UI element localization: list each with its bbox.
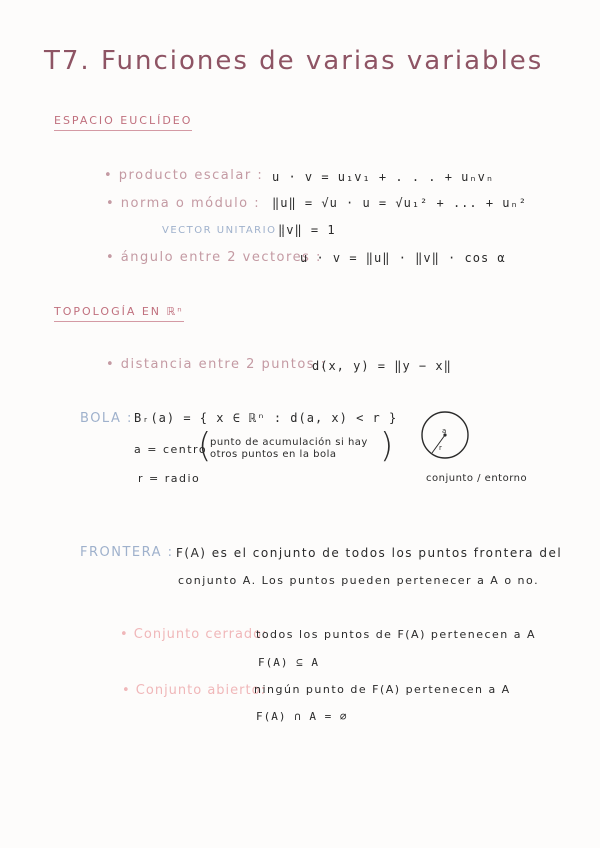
bullet-producto-escalar-label: • producto escalar : [104, 168, 264, 183]
open-set-label: • Conjunto abierto: [122, 683, 266, 698]
ball-diagram-caption: conjunto / entorno [426, 473, 528, 484]
radio-label: r = radio [138, 472, 201, 485]
frontera-label: FRONTERA : [80, 545, 174, 560]
frontera-line2: conjunto A. Los puntos pueden pertenecer a A o no. [178, 574, 540, 587]
closed-set-formula: F(A) ⊆ A [258, 656, 319, 669]
section-heading-topologia: TOPOLOGÍA EN ℝⁿ [54, 305, 184, 322]
bullet-angulo-formula: u · v = ‖u‖ · ‖v‖ · cos α [300, 251, 506, 265]
page-title: T7. Funciones de varias variables [44, 46, 544, 76]
close-paren: ) [380, 426, 394, 466]
frontera-line1: F(A) es el conjunto de todos los puntos frontera del [176, 546, 563, 560]
distance-formula: d(x, y) = ‖y − x‖ [312, 359, 452, 373]
unit-vector-formula: ‖v‖ = 1 [278, 223, 336, 237]
open-set-text: ningún punto de F(A) pertenecen a A [254, 683, 511, 696]
distance-label: • distancia entre 2 puntos : [106, 357, 327, 372]
bullet-norma-formula: ‖u‖ = √u · u = √u₁² + ... + uₙ² [272, 196, 527, 210]
open-set-formula: F(A) ∩ A = ∅ [256, 710, 348, 723]
ball-point-label: a [442, 427, 447, 435]
centro-note-line2: otros puntos en la bola [210, 449, 337, 460]
closed-set-text: todos los puntos de F(A) pertenecen a A [256, 628, 537, 641]
closed-set-label: • Conjunto cerrado: [120, 627, 268, 642]
ball-radius-label: r [439, 444, 442, 452]
bola-formula: Bᵣ(a) = { x ∈ ℝⁿ : d(a, x) < r } [134, 411, 398, 425]
ball-diagram [415, 408, 475, 464]
bullet-producto-escalar-formula: u · v = u₁v₁ + . . . + uₙvₙ [272, 170, 495, 184]
open-paren: ( [198, 426, 212, 466]
bullet-norma-label: • norma o módulo : [106, 196, 261, 211]
unit-vector-label: VECTOR UNITARIO : [162, 225, 286, 236]
section-heading-espacio-euclideo: ESPACIO EUCLÍDEO [54, 114, 192, 131]
bola-label: BOLA : [80, 411, 133, 426]
bullet-angulo-label: • ángulo entre 2 vectores : [106, 250, 322, 265]
centro-note-line1: punto de acumulación si hay [210, 437, 368, 448]
centro-label: a = centro [134, 443, 208, 456]
